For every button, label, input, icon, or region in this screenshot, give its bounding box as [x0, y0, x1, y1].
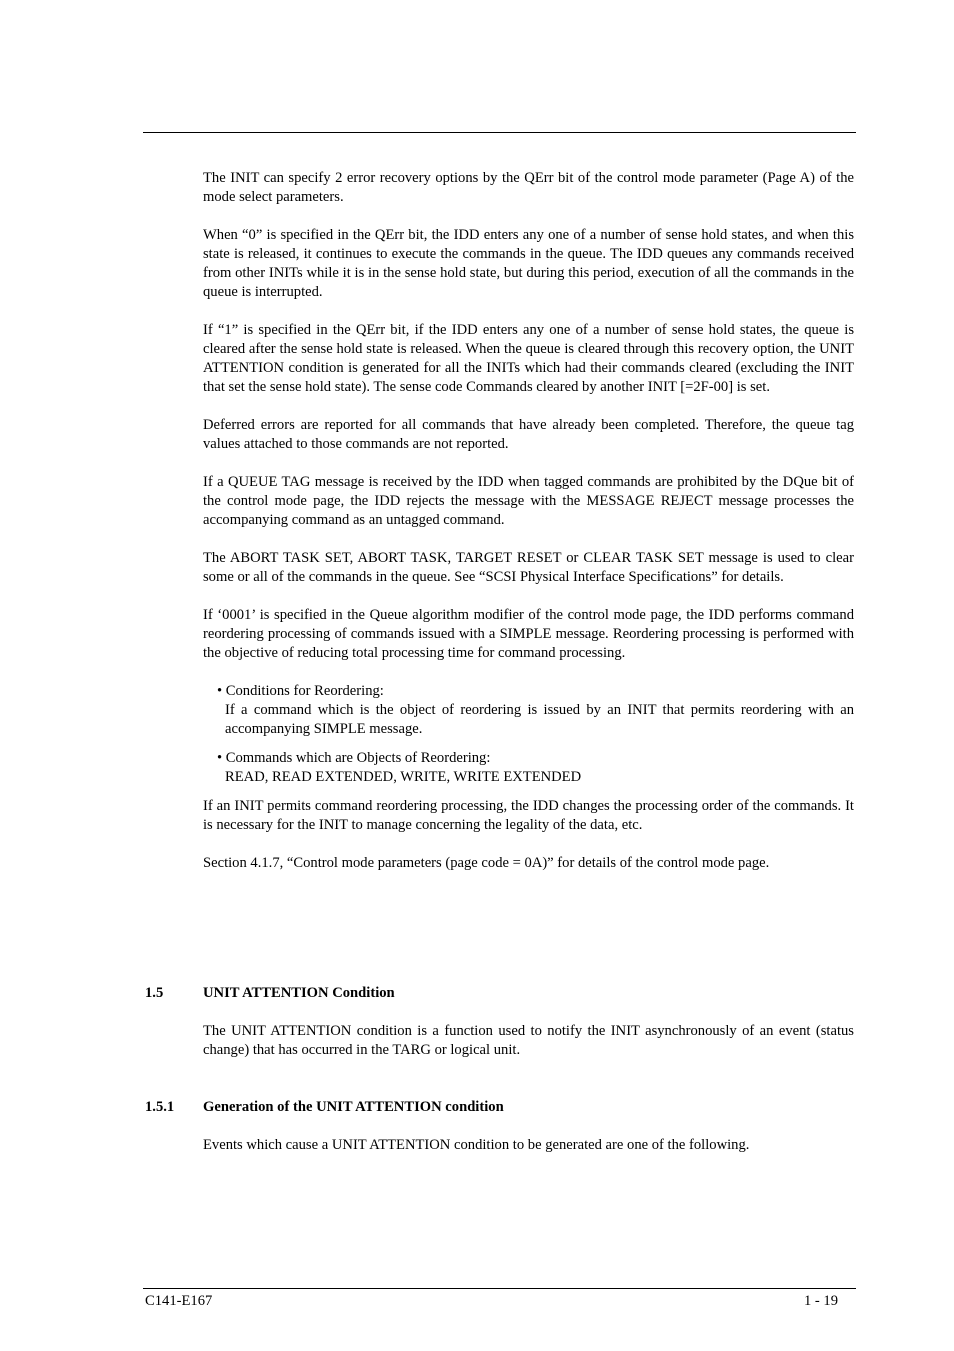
- section-number: 1.5.1: [145, 1099, 175, 1115]
- section-heading: [145, 984, 395, 1003]
- section-title: UNIT ATTENTION Condition: [203, 985, 395, 1001]
- paragraph: The ABORT TASK SET, ABORT TASK, TARGET RESET or CLEAR TASK SET message is used to clear some or all of the commands in the queue. See “SCSI Physical Interface Specifications” for details.: [203, 550, 854, 585]
- bullet-body: READ, READ EXTENDED, WRITE, WRITE EXTENDED: [225, 769, 582, 785]
- bullet-item: [217, 749, 854, 787]
- section-number: 1.5: [145, 985, 164, 1001]
- header-rule: [143, 132, 856, 133]
- footer-rule: [143, 1288, 856, 1289]
- paragraph: The INIT can specify 2 error recovery options by the QErr bit of the control mode parameter (Page A) of the mode select parameters.: [203, 170, 854, 205]
- document-id: C141-E167: [145, 1293, 213, 1309]
- subsection-heading: [145, 1098, 504, 1117]
- bullet-heading: • Conditions for Reordering:: [217, 683, 384, 699]
- bullet-body: If a command which is the object of reordering is issued by an INIT that permits reordering with an accompanying SIMPLE message.: [225, 702, 854, 737]
- section-text: Events which cause a UNIT ATTENTION condition to be generated are one of the following.: [203, 1137, 750, 1153]
- paragraph: Section 4.1.7, “Control mode parameters (page code = 0A)” for details of the control mode page.: [203, 855, 770, 871]
- bullet-heading: • Commands which are Objects of Reordering:: [217, 750, 491, 766]
- body-text: [203, 169, 854, 892]
- section-title: Generation of the UNIT ATTENTION condition: [203, 1099, 504, 1115]
- bullet-item: [217, 682, 854, 739]
- page-number: 1 - 19: [803, 1293, 838, 1309]
- paragraph: If “1” is specified in the QErr bit, if the IDD enters any one of a number of sense hold states, the queue is cleared after the sense hold state is released. When the queue is cleared through this recovery option, the UNIT ATTENTION condition is generated for all the INITs which had their commands cleared (excluding the INIT that set the sense hold state). The sense code Commands cleared by another INIT [=2F-00] is set.: [203, 322, 854, 395]
- paragraph: When “0” is specified in the QErr bit, the IDD enters any one of a number of sense hold states, and when this state is released, it continues to execute the commands in the queue. The IDD queues any commands received from other INITs while it is in the sense hold state, but during this period, execution of all the commands in the queue is interrupted.: [203, 227, 854, 300]
- paragraph: Deferred errors are reported for all commands that have already been completed. Therefore, the queue tag values attached to those commands are not reported.: [203, 417, 854, 452]
- paragraph: If ‘0001’ is specified in the Queue algorithm modifier of the control mode page, the IDD performs command reordering processing of commands issued with a SIMPLE message. Reordering processing is performed with the objective of reducing total processing time for command processing.: [203, 607, 854, 661]
- paragraph: If a QUEUE TAG message is received by the IDD when tagged commands are prohibited by the DQue bit of the control mode page, the IDD rejects the message with the MESSAGE REJECT message processes the accompanying command as an untagged command.: [203, 474, 854, 528]
- paragraph: If an INIT permits command reordering processing, the IDD changes the processing order of the commands. It is necessary for the INIT to manage concerning the legality of the data, etc.: [203, 798, 854, 833]
- section-text: The UNIT ATTENTION condition is a function used to notify the INIT asynchronously of an event (status change) that has occurred in the TARG or logical unit.: [203, 1023, 854, 1058]
